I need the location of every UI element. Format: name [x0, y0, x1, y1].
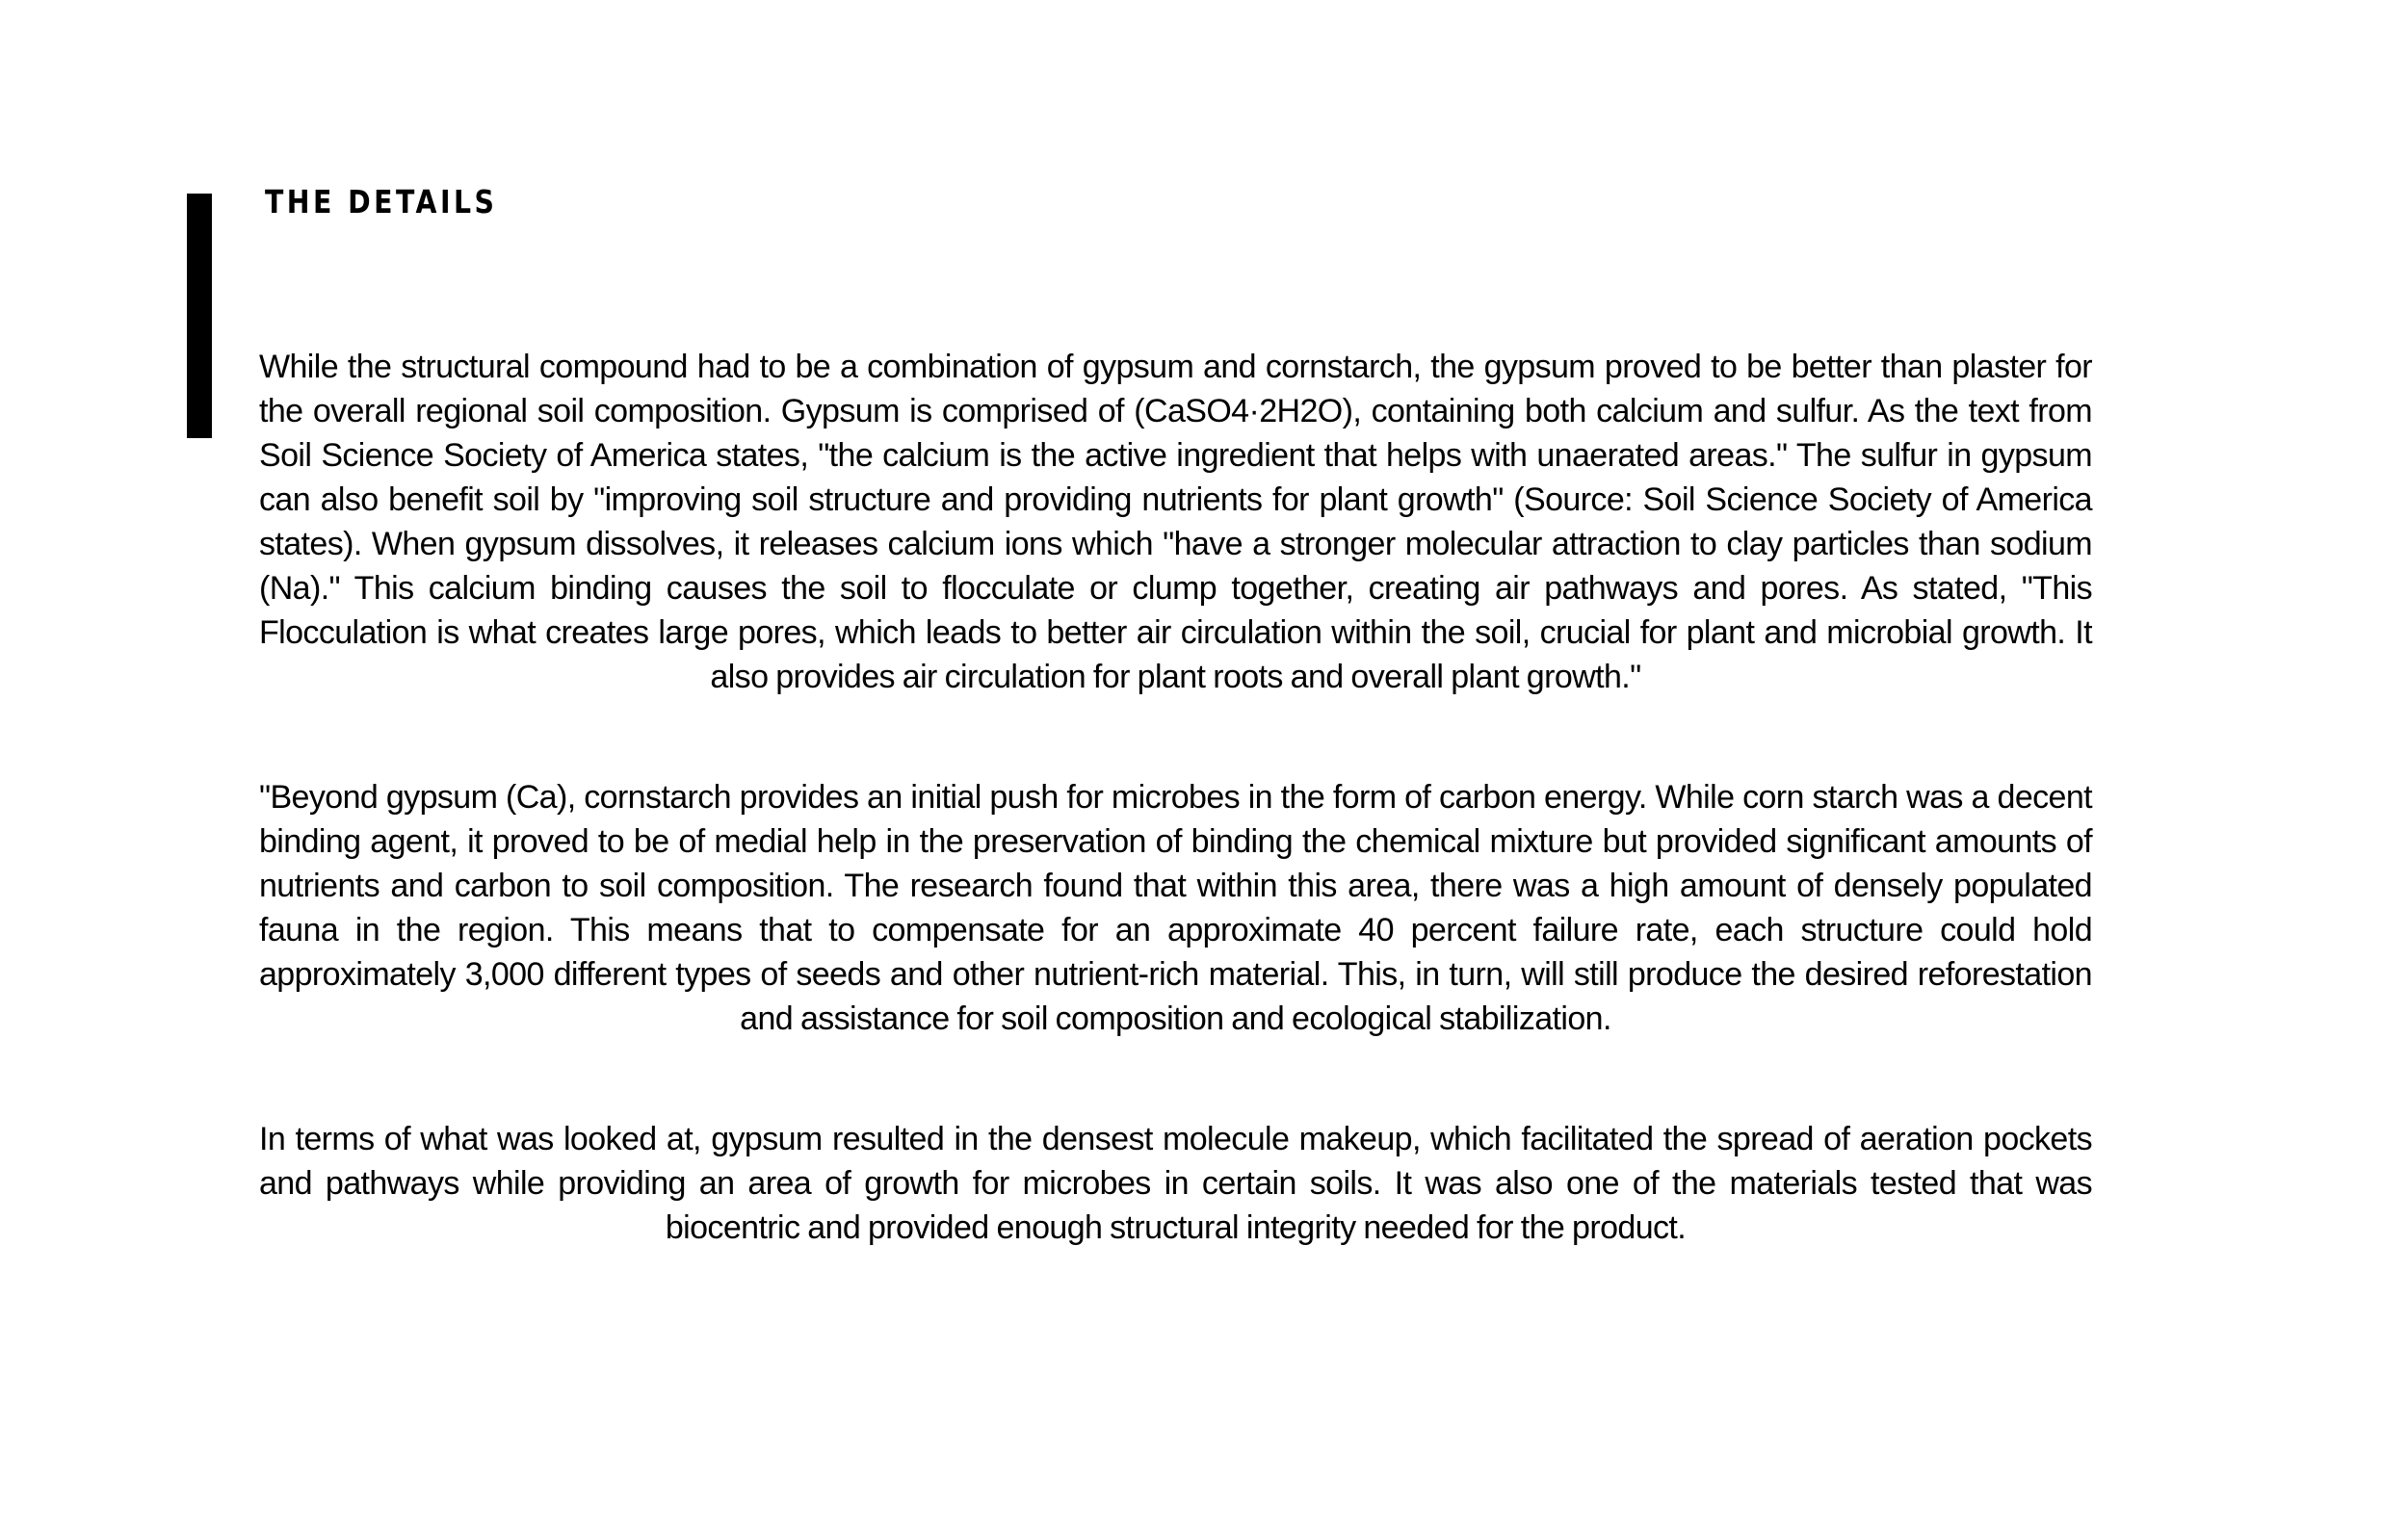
- body-text: [259, 345, 2092, 1250]
- accent-bar: [187, 194, 212, 438]
- paragraph-cornstarch: "Beyond gypsum (Ca), cornstarch provides an initial push for microbes in the form of carbon energy. While corn starch was a decent binding agent, it proved to be of medial help in the preservation of binding the chemical mixture but provided significant amounts of nutrients and carbon to soil composition. The research found that within this area, there was a high amount of densely populated fauna in the region. This means that to compensate for an approximate 40 percent failure rate, each structure could hold approximately 3,000 different types of seeds and other nutrient-rich material. This, in turn, will still produce the desired reforestation and assistance for soil composition and ecological stabilization.: [259, 779, 2092, 1037]
- paragraph-conclusion: In terms of what was looked at, gypsum resulted in the densest molecule makeup, which facilitated the spread of aeration pockets and pathways while providing an area of growth for microbes in certain soils. It was also one of the materials tested that was biocentric and provided enough structural integrity needed for the product.: [259, 1121, 2092, 1246]
- paragraph-gypsum: While the structural compound had to be a combination of gypsum and cornstarch, the gypsum proved to be better than plaster for the overall regional soil composition. Gypsum is comprised of (CaSO4·2H2O), containing both calcium and sulfur. As the text from Soil Science Society of America states, "the calcium is the active ingredient that helps with unaerated areas." The sulfur in gypsum can also benefit soil by "improving soil structure and providing nutrients for plant growth" (Source: Soil Science Society of America states). When gypsum dissolves, it releases calcium ions which "have a stronger molecular attraction to clay particles than sodium (Na)." This calcium binding causes the soil to flocculate or clump together, creating air pathways and pores. As stated, "This Flocculation is what creates large pores, which leads to better air circulation within the soil, crucial for plant and microbial growth. It also provides air circulation for plant roots and overall plant growth.": [259, 349, 2092, 695]
- section-heading: THE DETAILS: [265, 183, 498, 221]
